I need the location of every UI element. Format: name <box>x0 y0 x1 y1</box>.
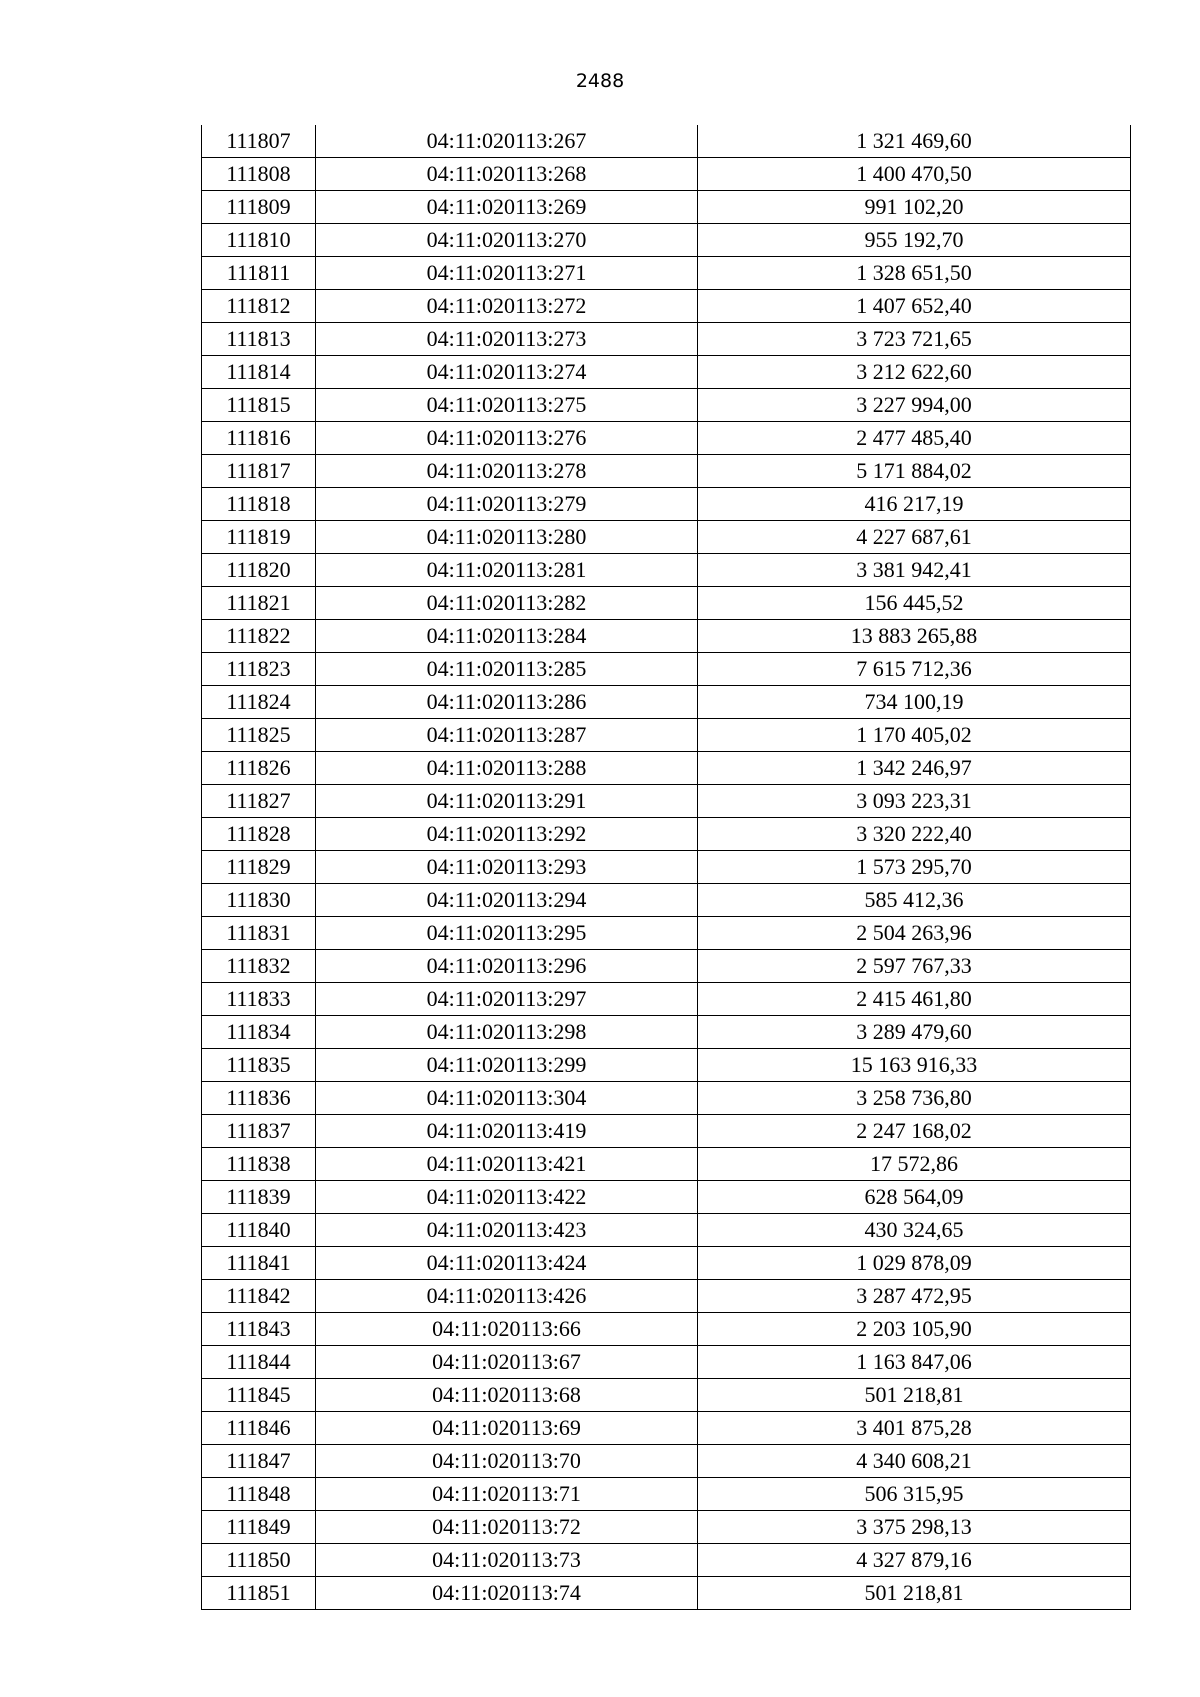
table-row <box>202 1412 1131 1445</box>
cadastral-number-cell: 04:11:020113:299 <box>316 1049 698 1082</box>
cadastral-value-cell: 955 192,70 <box>698 224 1131 257</box>
row-number-cell: 111851 <box>202 1577 316 1610</box>
cadastral-number-cell: 04:11:020113:271 <box>316 257 698 290</box>
row-number-cell: 111842 <box>202 1280 316 1313</box>
table-row <box>202 917 1131 950</box>
cadastral-value-cell: 3 723 721,65 <box>698 323 1131 356</box>
row-number-cell: 111836 <box>202 1082 316 1115</box>
cadastral-value-cell: 4 227 687,61 <box>698 521 1131 554</box>
cadastral-number-cell: 04:11:020113:275 <box>316 389 698 422</box>
cadastral-number-cell: 04:11:020113:423 <box>316 1214 698 1247</box>
cadastral-number-cell: 04:11:020113:294 <box>316 884 698 917</box>
cadastral-value-cell: 430 324,65 <box>698 1214 1131 1247</box>
cadastral-value-cell: 156 445,52 <box>698 587 1131 620</box>
table-row <box>202 1214 1131 1247</box>
cadastral-number-cell: 04:11:020113:268 <box>316 158 698 191</box>
cadastral-value-cell: 3 401 875,28 <box>698 1412 1131 1445</box>
row-number-cell: 111822 <box>202 620 316 653</box>
row-number-cell: 111828 <box>202 818 316 851</box>
cadastral-value-cell: 1 573 295,70 <box>698 851 1131 884</box>
table-row <box>202 851 1131 884</box>
cadastral-number-cell: 04:11:020113:73 <box>316 1544 698 1577</box>
row-number-cell: 111841 <box>202 1247 316 1280</box>
table-row <box>202 323 1131 356</box>
cadastral-value-cell: 13 883 265,88 <box>698 620 1131 653</box>
cadastral-value-cell: 2 247 168,02 <box>698 1115 1131 1148</box>
table-row <box>202 1511 1131 1544</box>
cadastral-value-cell: 1 163 847,06 <box>698 1346 1131 1379</box>
cadastral-number-cell: 04:11:020113:286 <box>316 686 698 719</box>
cadastral-value-cell: 2 203 105,90 <box>698 1313 1131 1346</box>
cadastral-value-cell: 1 321 469,60 <box>698 125 1131 158</box>
cadastral-number-cell: 04:11:020113:304 <box>316 1082 698 1115</box>
table-row <box>202 587 1131 620</box>
cadastral-number-cell: 04:11:020113:279 <box>316 488 698 521</box>
cadastral-number-cell: 04:11:020113:267 <box>316 125 698 158</box>
row-number-cell: 111850 <box>202 1544 316 1577</box>
cadastral-value-cell: 991 102,20 <box>698 191 1131 224</box>
row-number-cell: 111848 <box>202 1478 316 1511</box>
cadastral-value-cell: 3 227 994,00 <box>698 389 1131 422</box>
row-number-cell: 111829 <box>202 851 316 884</box>
cadastral-number-cell: 04:11:020113:296 <box>316 950 698 983</box>
row-number-cell: 111817 <box>202 455 316 488</box>
cadastral-number-cell: 04:11:020113:74 <box>316 1577 698 1610</box>
cadastral-number-cell: 04:11:020113:295 <box>316 917 698 950</box>
row-number-cell: 111819 <box>202 521 316 554</box>
cadastral-value-cell: 2 597 767,33 <box>698 950 1131 983</box>
row-number-cell: 111830 <box>202 884 316 917</box>
table-row <box>202 818 1131 851</box>
table-row <box>202 488 1131 521</box>
cadastral-value-cell: 3 258 736,80 <box>698 1082 1131 1115</box>
cadastral-number-cell: 04:11:020113:419 <box>316 1115 698 1148</box>
cadastral-number-cell: 04:11:020113:72 <box>316 1511 698 1544</box>
cadastral-number-cell: 04:11:020113:422 <box>316 1181 698 1214</box>
table-row <box>202 422 1131 455</box>
table-row <box>202 1478 1131 1511</box>
cadastral-value-cell: 1 400 470,50 <box>698 158 1131 191</box>
row-number-cell: 111809 <box>202 191 316 224</box>
cadastral-value-cell: 7 615 712,36 <box>698 653 1131 686</box>
cadastral-value-cell: 3 375 298,13 <box>698 1511 1131 1544</box>
cadastral-value-cell: 4 327 879,16 <box>698 1544 1131 1577</box>
cadastral-value-cell: 506 315,95 <box>698 1478 1131 1511</box>
cadastral-value-cell: 1 328 651,50 <box>698 257 1131 290</box>
row-number-cell: 111814 <box>202 356 316 389</box>
row-number-cell: 111810 <box>202 224 316 257</box>
cadastral-value-cell: 501 218,81 <box>698 1577 1131 1610</box>
table-row <box>202 1544 1131 1577</box>
page-number: 2488 <box>575 70 625 92</box>
table-row <box>202 158 1131 191</box>
row-number-cell: 111843 <box>202 1313 316 1346</box>
table-row <box>202 1082 1131 1115</box>
row-number-cell: 111823 <box>202 653 316 686</box>
cadastral-number-cell: 04:11:020113:288 <box>316 752 698 785</box>
cadastral-number-cell: 04:11:020113:269 <box>316 191 698 224</box>
cadastral-number-cell: 04:11:020113:292 <box>316 818 698 851</box>
table-row <box>202 1577 1131 1610</box>
cadastral-number-cell: 04:11:020113:426 <box>316 1280 698 1313</box>
cadastral-value-cell: 1 029 878,09 <box>698 1247 1131 1280</box>
table-row <box>202 455 1131 488</box>
table-row <box>202 1313 1131 1346</box>
row-number-cell: 111833 <box>202 983 316 1016</box>
table-row <box>202 290 1131 323</box>
table-row <box>202 1379 1131 1412</box>
cadastral-value-cell: 2 504 263,96 <box>698 917 1131 950</box>
cadastral-number-cell: 04:11:020113:69 <box>316 1412 698 1445</box>
table-body <box>202 125 1131 1610</box>
table-row <box>202 1148 1131 1181</box>
cadastral-value-cell: 3 381 942,41 <box>698 554 1131 587</box>
row-number-cell: 111815 <box>202 389 316 422</box>
table-row <box>202 1247 1131 1280</box>
table-row <box>202 356 1131 389</box>
row-number-cell: 111813 <box>202 323 316 356</box>
table-row <box>202 1445 1131 1478</box>
cadastral-value-cell: 3 093 223,31 <box>698 785 1131 818</box>
row-number-cell: 111825 <box>202 719 316 752</box>
table-row <box>202 950 1131 983</box>
cadastral-value-cell: 1 170 405,02 <box>698 719 1131 752</box>
row-number-cell: 111821 <box>202 587 316 620</box>
cadastral-number-cell: 04:11:020113:424 <box>316 1247 698 1280</box>
row-number-cell: 111837 <box>202 1115 316 1148</box>
cadastral-number-cell: 04:11:020113:71 <box>316 1478 698 1511</box>
row-number-cell: 111838 <box>202 1148 316 1181</box>
cadastral-value-cell: 501 218,81 <box>698 1379 1131 1412</box>
cadastral-number-cell: 04:11:020113:281 <box>316 554 698 587</box>
row-number-cell: 111839 <box>202 1181 316 1214</box>
table-row <box>202 785 1131 818</box>
cadastral-number-cell: 04:11:020113:278 <box>316 455 698 488</box>
cadastral-value-cell: 2 415 461,80 <box>698 983 1131 1016</box>
table-row <box>202 653 1131 686</box>
cadastral-value-cell: 17 572,86 <box>698 1148 1131 1181</box>
row-number-cell: 111807 <box>202 125 316 158</box>
row-number-cell: 111826 <box>202 752 316 785</box>
row-number-cell: 111832 <box>202 950 316 983</box>
row-number-cell: 111818 <box>202 488 316 521</box>
cadastral-value-cell: 1 342 246,97 <box>698 752 1131 785</box>
cadastral-value-table <box>201 125 1131 1610</box>
row-number-cell: 111844 <box>202 1346 316 1379</box>
row-number-cell: 111827 <box>202 785 316 818</box>
cadastral-value-cell: 4 340 608,21 <box>698 1445 1131 1478</box>
cadastral-number-cell: 04:11:020113:293 <box>316 851 698 884</box>
cadastral-value-cell: 416 217,19 <box>698 488 1131 521</box>
cadastral-value-cell: 3 212 622,60 <box>698 356 1131 389</box>
row-number-cell: 111835 <box>202 1049 316 1082</box>
cadastral-number-cell: 04:11:020113:287 <box>316 719 698 752</box>
cadastral-number-cell: 04:11:020113:68 <box>316 1379 698 1412</box>
row-number-cell: 111808 <box>202 158 316 191</box>
table-row <box>202 1115 1131 1148</box>
table-row <box>202 521 1131 554</box>
cadastral-value-cell: 628 564,09 <box>698 1181 1131 1214</box>
cadastral-number-cell: 04:11:020113:282 <box>316 587 698 620</box>
cadastral-number-cell: 04:11:020113:298 <box>316 1016 698 1049</box>
cadastral-value-cell: 3 289 479,60 <box>698 1016 1131 1049</box>
row-number-cell: 111834 <box>202 1016 316 1049</box>
table-row <box>202 752 1131 785</box>
row-number-cell: 111812 <box>202 290 316 323</box>
table-row <box>202 224 1131 257</box>
cadastral-value-cell: 1 407 652,40 <box>698 290 1131 323</box>
table-row <box>202 191 1131 224</box>
cadastral-number-cell: 04:11:020113:421 <box>316 1148 698 1181</box>
cadastral-number-cell: 04:11:020113:272 <box>316 290 698 323</box>
cadastral-number-cell: 04:11:020113:274 <box>316 356 698 389</box>
table-row <box>202 554 1131 587</box>
cadastral-number-cell: 04:11:020113:276 <box>316 422 698 455</box>
cadastral-value-cell: 5 171 884,02 <box>698 455 1131 488</box>
cadastral-value-cell: 15 163 916,33 <box>698 1049 1131 1082</box>
cadastral-number-cell: 04:11:020113:297 <box>316 983 698 1016</box>
cadastral-number-cell: 04:11:020113:66 <box>316 1313 698 1346</box>
table-row <box>202 1181 1131 1214</box>
row-number-cell: 111840 <box>202 1214 316 1247</box>
cadastral-number-cell: 04:11:020113:67 <box>316 1346 698 1379</box>
table-row <box>202 884 1131 917</box>
row-number-cell: 111824 <box>202 686 316 719</box>
row-number-cell: 111846 <box>202 1412 316 1445</box>
cadastral-number-cell: 04:11:020113:280 <box>316 521 698 554</box>
row-number-cell: 111847 <box>202 1445 316 1478</box>
cadastral-value-cell: 3 287 472,95 <box>698 1280 1131 1313</box>
cadastral-number-cell: 04:11:020113:291 <box>316 785 698 818</box>
cadastral-number-cell: 04:11:020113:284 <box>316 620 698 653</box>
cadastral-number-cell: 04:11:020113:273 <box>316 323 698 356</box>
table-row <box>202 257 1131 290</box>
cadastral-number-cell: 04:11:020113:70 <box>316 1445 698 1478</box>
row-number-cell: 111849 <box>202 1511 316 1544</box>
table-row <box>202 620 1131 653</box>
table-row <box>202 1280 1131 1313</box>
cadastral-number-cell: 04:11:020113:270 <box>316 224 698 257</box>
table-row <box>202 125 1131 158</box>
row-number-cell: 111811 <box>202 257 316 290</box>
cadastral-value-cell: 3 320 222,40 <box>698 818 1131 851</box>
row-number-cell: 111820 <box>202 554 316 587</box>
table-row <box>202 389 1131 422</box>
table-row <box>202 1049 1131 1082</box>
cadastral-value-cell: 734 100,19 <box>698 686 1131 719</box>
cadastral-value-cell: 585 412,36 <box>698 884 1131 917</box>
row-number-cell: 111845 <box>202 1379 316 1412</box>
row-number-cell: 111831 <box>202 917 316 950</box>
table-row <box>202 1346 1131 1379</box>
cadastral-number-cell: 04:11:020113:285 <box>316 653 698 686</box>
row-number-cell: 111816 <box>202 422 316 455</box>
table-row <box>202 719 1131 752</box>
table-row <box>202 686 1131 719</box>
cadastral-value-cell: 2 477 485,40 <box>698 422 1131 455</box>
table-row <box>202 1016 1131 1049</box>
table-row <box>202 983 1131 1016</box>
